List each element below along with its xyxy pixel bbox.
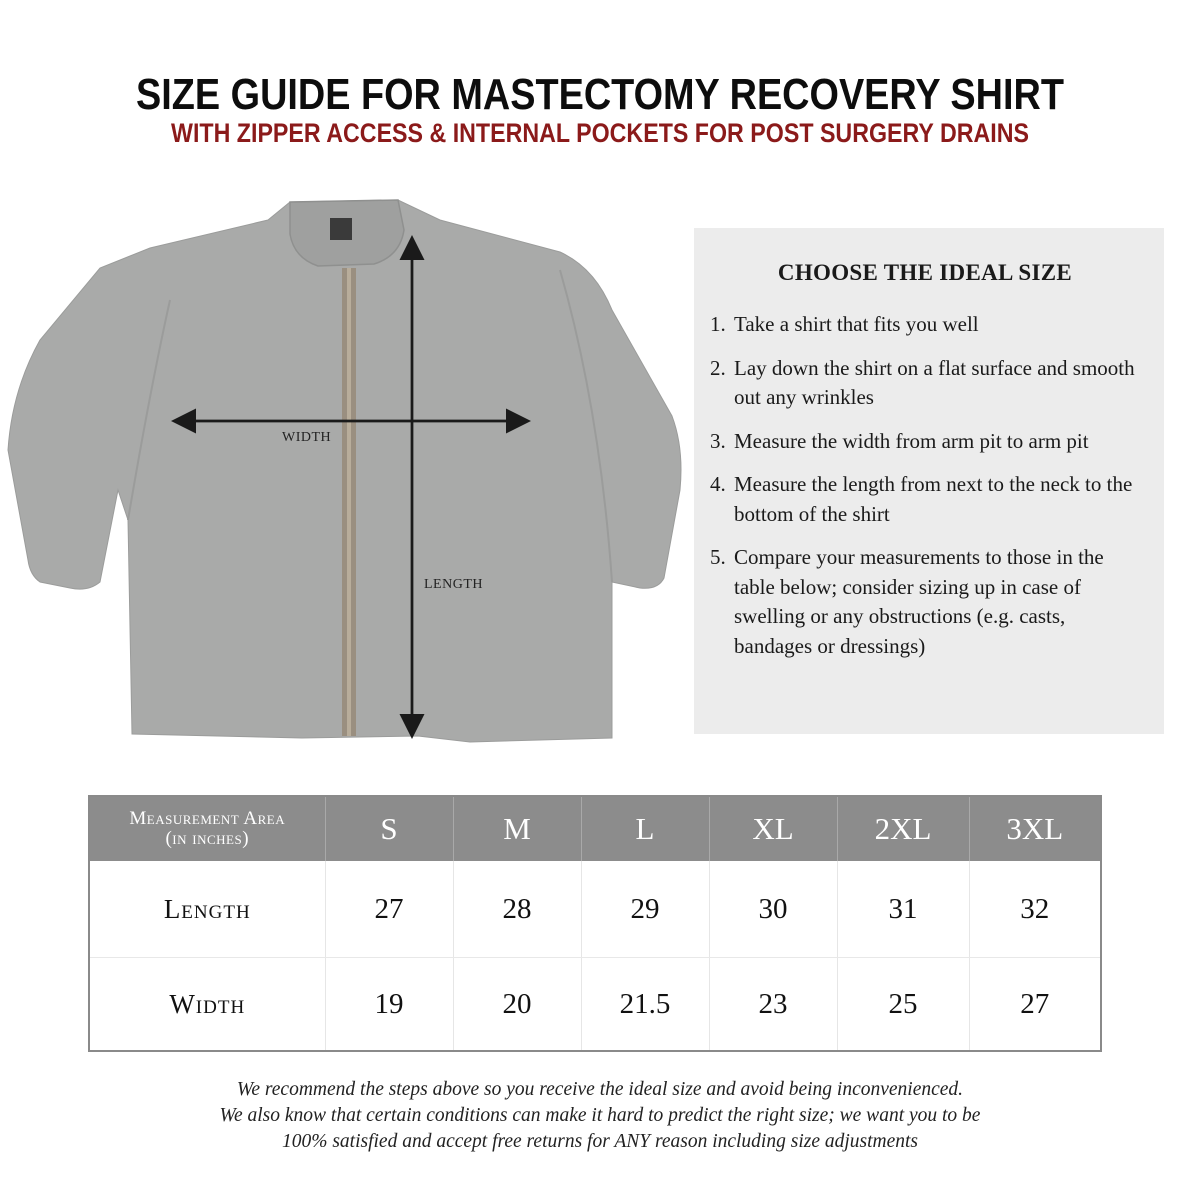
shirt-illustration bbox=[0, 190, 690, 760]
step-text: Compare your measurements to those in the table below; consider sizing up in case of swelling or any obstructions (e.g. casts, bandages or dressings) bbox=[734, 545, 1104, 658]
step-item bbox=[710, 470, 1140, 529]
page-title: SIZE GUIDE FOR MASTECTOMY RECOVERY SHIRT bbox=[136, 70, 1064, 119]
instructions-title: CHOOSE THE IDEAL SIZE bbox=[777, 260, 1073, 285]
footer-note bbox=[0, 1077, 1200, 1155]
row-label: Length bbox=[89, 861, 325, 958]
header-size: 3XL bbox=[969, 796, 1101, 861]
step-number: 3. bbox=[710, 428, 726, 453]
table-cell: 30 bbox=[709, 861, 837, 958]
step-number: 1. bbox=[710, 312, 726, 336]
step-text: Take a shirt that fits you well bbox=[734, 312, 979, 336]
instructions-list bbox=[710, 310, 1140, 661]
step-item bbox=[710, 427, 1140, 457]
shirt-diagram bbox=[0, 190, 690, 760]
footer-line: We also know that certain conditions can make it hard to predict the right size; we want you to be bbox=[219, 1105, 981, 1126]
page-subtitle: WITH ZIPPER ACCESS & INTERNAL POCKETS FOR POST SURGERY DRAINS bbox=[171, 118, 1029, 148]
table-header-row bbox=[89, 796, 1101, 861]
table-cell: 19 bbox=[325, 958, 453, 1052]
table-cell: 27 bbox=[325, 861, 453, 958]
header-size: M bbox=[453, 796, 581, 861]
header-size: 2XL bbox=[837, 796, 969, 861]
step-item bbox=[710, 354, 1140, 413]
table-cell: 20 bbox=[453, 958, 581, 1052]
header-size: L bbox=[581, 796, 709, 861]
step-item bbox=[710, 543, 1140, 661]
footer-line: We recommend the steps above so you receive the ideal size and avoid being inconvenienced. bbox=[236, 1079, 964, 1100]
width-label: WIDTH bbox=[282, 430, 332, 445]
step-text: Lay down the shirt on a flat surface and smooth out any wrinkles bbox=[734, 355, 1135, 409]
table-cell: 31 bbox=[837, 861, 969, 958]
table-cell: 25 bbox=[837, 958, 969, 1052]
step-number: 5. bbox=[710, 545, 726, 569]
header-size: S bbox=[325, 796, 453, 861]
header-area-line2: (in inches) bbox=[165, 828, 250, 849]
footer-line: 100% satisfied and accept free returns for ANY reason including size adjustments bbox=[281, 1131, 919, 1152]
table-row bbox=[89, 861, 1101, 958]
header-measurement-area bbox=[89, 796, 325, 861]
brand-label-icon bbox=[330, 218, 352, 240]
table-cell: 28 bbox=[453, 861, 581, 958]
step-text: Measure the length from next to the neck to the bottom of the shirt bbox=[734, 472, 1133, 526]
table-cell: 23 bbox=[709, 958, 837, 1052]
size-table bbox=[88, 795, 1102, 1052]
table-cell: 27 bbox=[969, 958, 1101, 1052]
table-cell: 32 bbox=[969, 861, 1101, 958]
step-item bbox=[710, 310, 1140, 340]
row-label: Width bbox=[89, 958, 325, 1052]
step-text: Measure the width from arm pit to arm pit bbox=[734, 428, 1089, 453]
table-cell: 21.5 bbox=[581, 958, 709, 1052]
length-label: LENGTH bbox=[424, 577, 483, 592]
table-row bbox=[89, 958, 1101, 1052]
table-cell: 29 bbox=[581, 861, 709, 958]
instructions-panel bbox=[694, 228, 1164, 734]
header-size: XL bbox=[709, 796, 837, 861]
step-number: 4. bbox=[710, 472, 726, 496]
step-number: 2. bbox=[710, 355, 726, 380]
header-area-line1: Measurement Area bbox=[129, 808, 286, 829]
